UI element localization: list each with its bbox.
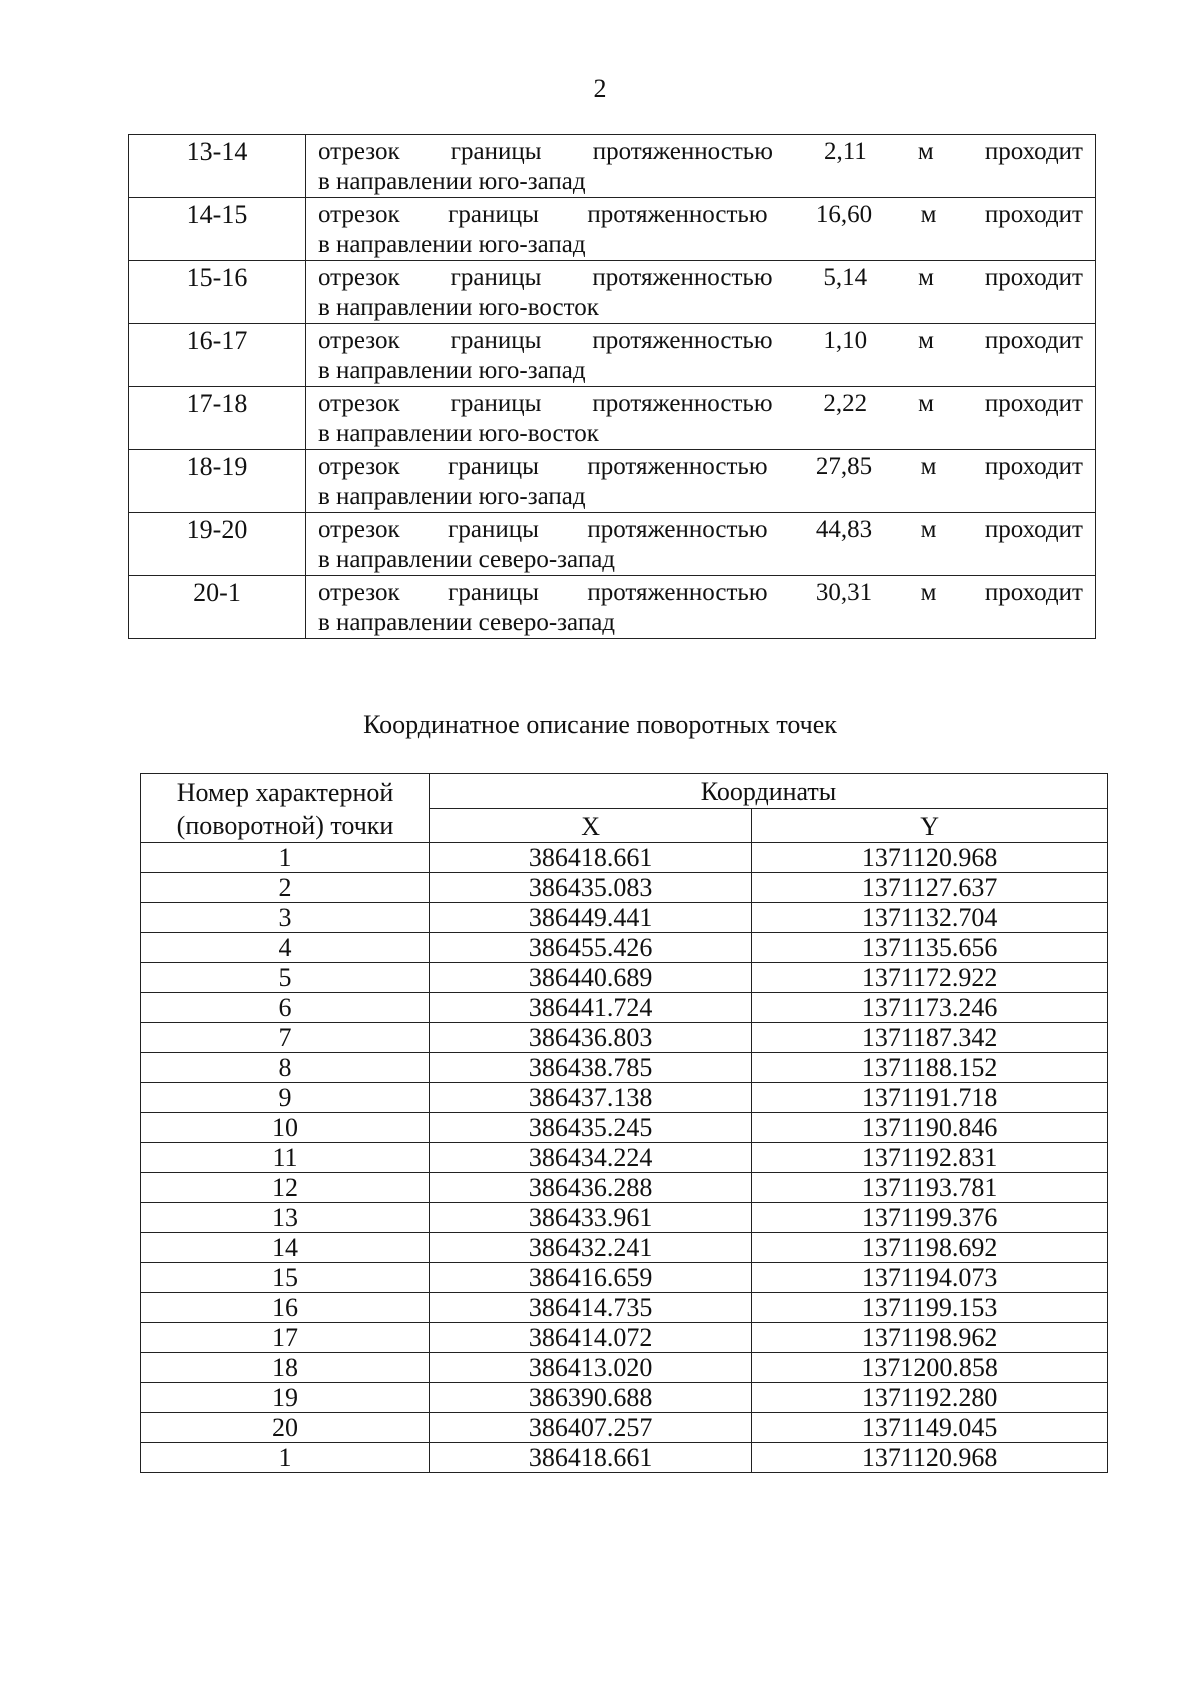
segment-id: 16-17	[129, 324, 306, 387]
point-x: 386440.689	[430, 963, 752, 993]
segment-length: 30,31	[815, 579, 873, 606]
point-y: 1371199.153	[752, 1293, 1108, 1323]
segment-description-line1	[318, 452, 1083, 482]
segment-direction: в направлении северо-запад	[318, 546, 616, 573]
segment-id: 18-19	[129, 450, 306, 513]
segment-description-line1	[318, 389, 1083, 419]
coordinate-row	[141, 1203, 1108, 1233]
point-number: 19	[141, 1383, 430, 1413]
segment-word-prokhodit: проходит	[984, 390, 1083, 417]
segment-direction: в направлении юго-восток	[318, 420, 599, 447]
segment-word-otrezok: отрезок	[318, 138, 400, 165]
segment-id: 15-16	[129, 261, 306, 324]
segment-length: 27,85	[815, 453, 873, 480]
segment-description-line1	[318, 200, 1083, 230]
segment-word-otrezok: отрезок	[318, 201, 400, 228]
coordinate-row	[141, 1263, 1108, 1293]
coordinate-row	[141, 873, 1108, 903]
segment-length: 2,11	[823, 138, 867, 165]
point-x: 386436.803	[430, 1023, 752, 1053]
segment-id: 17-18	[129, 387, 306, 450]
segment-length: 16,60	[815, 201, 873, 228]
point-x: 386390.688	[430, 1383, 752, 1413]
segment-direction: в направлении юго-запад	[318, 357, 586, 384]
point-number: 6	[141, 993, 430, 1023]
point-number: 15	[141, 1263, 430, 1293]
point-x: 386432.241	[430, 1233, 752, 1263]
segment-word-granitsy: границы	[450, 390, 542, 417]
point-x: 386455.426	[430, 933, 752, 963]
segment-unit: м	[917, 138, 934, 165]
point-header-line2: (поворотной) точки	[176, 811, 394, 840]
point-number: 1	[141, 1443, 430, 1473]
coordinates-table-head	[141, 774, 1108, 843]
x-header: X	[430, 808, 752, 843]
segment-word-otrezok: отрезок	[318, 579, 400, 606]
segment-word-otrezok: отрезок	[318, 264, 400, 291]
coordinate-row	[141, 1023, 1108, 1053]
point-number: 16	[141, 1293, 430, 1323]
point-x: 386449.441	[430, 903, 752, 933]
point-number: 5	[141, 963, 430, 993]
point-y: 1371198.962	[752, 1323, 1108, 1353]
segment-row	[129, 324, 1096, 387]
segment-word-protyazhennostyu: протяженностью	[587, 579, 768, 606]
point-y: 1371192.831	[752, 1143, 1108, 1173]
segment-row	[129, 513, 1096, 576]
point-number: 18	[141, 1353, 430, 1383]
point-y: 1371120.968	[752, 1443, 1108, 1473]
point-number: 1	[141, 843, 430, 873]
segments-table-body	[129, 135, 1096, 639]
segment-description-line1	[318, 137, 1083, 167]
segment-direction: в направлении юго-восток	[318, 294, 599, 321]
segment-direction: в направлении юго-запад	[318, 483, 586, 510]
coordinate-row	[141, 1353, 1108, 1383]
point-x: 386438.785	[430, 1053, 752, 1083]
segment-id: 20-1	[129, 576, 306, 639]
point-x: 386416.659	[430, 1263, 752, 1293]
point-number: 2	[141, 873, 430, 903]
segment-length: 1,10	[823, 327, 868, 354]
segment-description-line1	[318, 578, 1083, 608]
point-x: 386407.257	[430, 1413, 752, 1443]
coordinate-row	[141, 993, 1108, 1023]
coordinates-table	[140, 773, 1108, 1473]
segment-word-protyazhennostyu: протяженностью	[592, 390, 773, 417]
point-number: 9	[141, 1083, 430, 1113]
segment-row	[129, 198, 1096, 261]
segment-word-otrezok: отрезок	[318, 453, 400, 480]
point-x: 386414.735	[430, 1293, 752, 1323]
point-y: 1371172.922	[752, 963, 1108, 993]
segment-direction: в направлении юго-запад	[318, 168, 586, 195]
point-y: 1371194.073	[752, 1263, 1108, 1293]
segment-unit: м	[920, 579, 937, 606]
segment-unit: м	[918, 327, 934, 354]
segment-description	[306, 513, 1096, 576]
segment-description	[306, 324, 1096, 387]
segment-word-protyazhennostyu: протяженностью	[587, 453, 768, 480]
segment-word-protyazhennostyu: протяженностью	[592, 264, 773, 291]
point-y: 1371135.656	[752, 933, 1108, 963]
coordinates-table-body	[141, 843, 1108, 1473]
segment-word-otrezok: отрезок	[318, 327, 400, 354]
segment-unit: м	[918, 390, 934, 417]
segment-description	[306, 450, 1096, 513]
coordinate-row	[141, 1383, 1108, 1413]
segment-row	[129, 450, 1096, 513]
segment-unit: м	[920, 453, 937, 480]
point-y: 1371192.280	[752, 1383, 1108, 1413]
point-x: 386413.020	[430, 1353, 752, 1383]
point-y: 1371193.781	[752, 1173, 1108, 1203]
coordinate-row	[141, 1083, 1108, 1113]
segment-description	[306, 387, 1096, 450]
coordinate-row	[141, 1443, 1108, 1473]
point-x: 386436.288	[430, 1173, 752, 1203]
segment-word-otrezok: отрезок	[318, 516, 400, 543]
segment-direction: в направлении северо-запад	[318, 609, 616, 636]
segment-description	[306, 576, 1096, 639]
segment-word-prokhodit: проходит	[984, 201, 1083, 228]
point-number-header	[141, 774, 430, 843]
point-x: 386434.224	[430, 1143, 752, 1173]
point-x: 386435.245	[430, 1113, 752, 1143]
segment-description	[306, 135, 1096, 198]
y-header: Y	[752, 808, 1108, 843]
segment-word-granitsy: границы	[448, 516, 539, 543]
segment-word-granitsy: границы	[450, 327, 542, 354]
coordinate-row	[141, 1173, 1108, 1203]
point-y: 1371190.846	[752, 1113, 1108, 1143]
segment-word-granitsy: границы	[450, 264, 542, 291]
coords-section-title: Координатное описание поворотных точек	[363, 710, 837, 739]
segment-word-prokhodit: проходит	[984, 138, 1083, 165]
point-y: 1371173.246	[752, 993, 1108, 1023]
segment-word-granitsy: границы	[448, 201, 539, 228]
point-y: 1371198.692	[752, 1233, 1108, 1263]
point-x: 386433.961	[430, 1203, 752, 1233]
segment-description-line1	[318, 263, 1083, 293]
segment-word-prokhodit: проходит	[984, 264, 1083, 291]
segment-row	[129, 576, 1096, 639]
point-y: 1371132.704	[752, 903, 1108, 933]
segment-word-granitsy: границы	[448, 579, 539, 606]
segment-unit: м	[920, 201, 937, 228]
segment-word-otrezok: отрезок	[318, 390, 400, 417]
segment-id: 14-15	[129, 198, 306, 261]
point-number: 3	[141, 903, 430, 933]
point-number: 11	[141, 1143, 430, 1173]
point-number: 4	[141, 933, 430, 963]
point-y: 1371120.968	[752, 843, 1108, 873]
coordinate-row	[141, 1143, 1108, 1173]
coordinate-row	[141, 843, 1108, 873]
segment-description-line1	[318, 326, 1083, 356]
segment-row	[129, 387, 1096, 450]
segment-description	[306, 198, 1096, 261]
point-number: 13	[141, 1203, 430, 1233]
segment-word-granitsy: границы	[448, 453, 539, 480]
point-x: 386414.072	[430, 1323, 752, 1353]
segment-word-protyazhennostyu: протяженностью	[587, 201, 768, 228]
point-y: 1371200.858	[752, 1353, 1108, 1383]
point-number: 17	[141, 1323, 430, 1353]
segment-word-prokhodit: проходит	[984, 453, 1083, 480]
point-x: 386441.724	[430, 993, 752, 1023]
page-number: 2	[593, 74, 607, 103]
point-x: 386437.138	[430, 1083, 752, 1113]
header-row	[141, 774, 1108, 809]
segment-length: 2,22	[823, 390, 868, 417]
point-x: 386435.083	[430, 873, 752, 903]
point-y: 1371199.376	[752, 1203, 1108, 1233]
point-x: 386418.661	[430, 843, 752, 873]
segment-word-prokhodit: проходит	[984, 327, 1083, 354]
segment-description	[306, 261, 1096, 324]
point-y: 1371149.045	[752, 1413, 1108, 1443]
segment-description-line1	[318, 515, 1083, 545]
point-y: 1371127.637	[752, 873, 1108, 903]
coordinate-row	[141, 903, 1108, 933]
point-y: 1371191.718	[752, 1083, 1108, 1113]
point-y: 1371188.152	[752, 1053, 1108, 1083]
coordinates-header: Координаты	[430, 774, 1108, 809]
boundary-segments-table	[128, 134, 1096, 639]
coordinate-row	[141, 1233, 1108, 1263]
coordinate-row	[141, 1053, 1108, 1083]
segment-unit: м	[918, 264, 934, 291]
segment-word-prokhodit: проходит	[984, 516, 1083, 543]
point-y: 1371187.342	[752, 1023, 1108, 1053]
segment-row	[129, 261, 1096, 324]
segment-id: 19-20	[129, 513, 306, 576]
segment-word-protyazhennostyu: протяженностью	[592, 327, 773, 354]
segment-word-protyazhennostyu: протяженностью	[592, 138, 773, 165]
segment-id: 13-14	[129, 135, 306, 198]
segment-length: 44,83	[815, 516, 873, 543]
segment-length: 5,14	[823, 264, 868, 291]
point-x: 386418.661	[430, 1443, 752, 1473]
point-number: 7	[141, 1023, 430, 1053]
coordinate-row	[141, 1413, 1108, 1443]
point-number: 20	[141, 1413, 430, 1443]
coordinate-row	[141, 963, 1108, 993]
point-number: 12	[141, 1173, 430, 1203]
segment-unit: м	[920, 516, 937, 543]
point-number: 8	[141, 1053, 430, 1083]
point-header-line1: Номер характерной	[176, 778, 394, 807]
coordinate-row	[141, 1113, 1108, 1143]
coordinate-row	[141, 1323, 1108, 1353]
coordinate-row	[141, 933, 1108, 963]
segment-direction: в направлении юго-запад	[318, 231, 586, 258]
segment-row	[129, 135, 1096, 198]
segment-word-protyazhennostyu: протяженностью	[587, 516, 768, 543]
point-number: 10	[141, 1113, 430, 1143]
segment-word-prokhodit: проходит	[984, 579, 1083, 606]
segment-word-granitsy: границы	[450, 138, 542, 165]
point-number: 14	[141, 1233, 430, 1263]
coordinate-row	[141, 1293, 1108, 1323]
